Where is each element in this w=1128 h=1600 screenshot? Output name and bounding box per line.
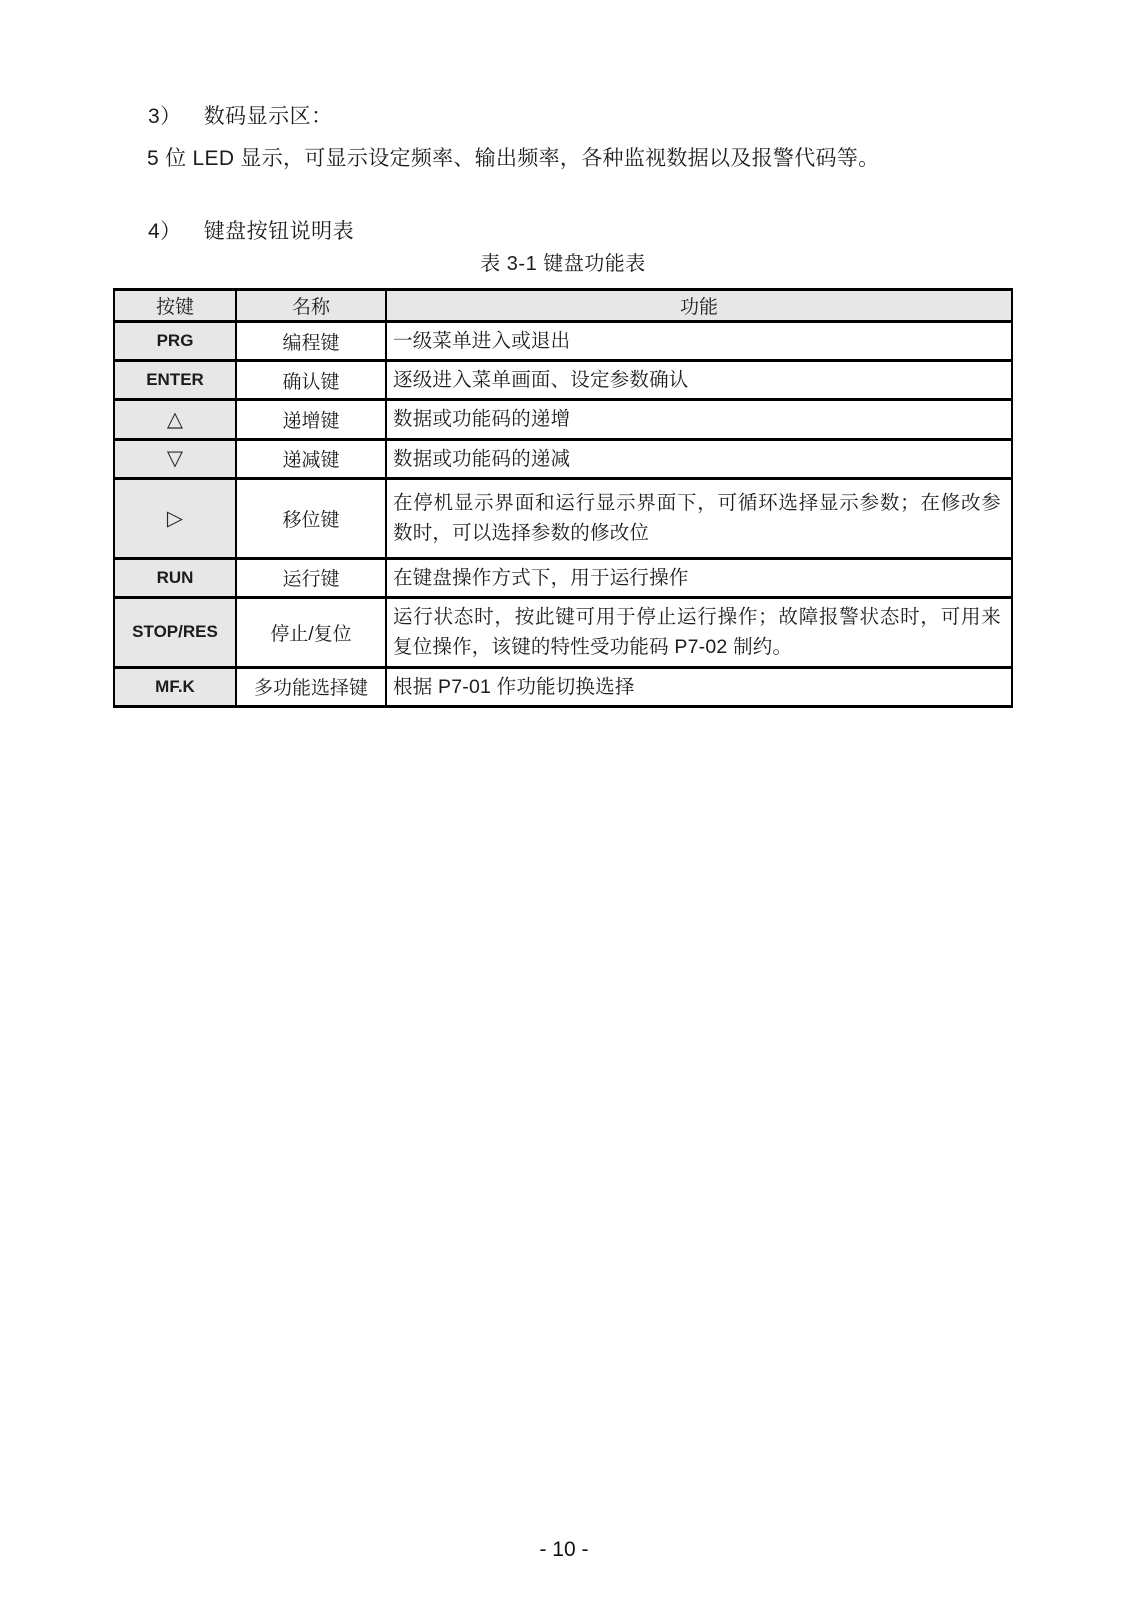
key-cell-up-triangle-icon: △ <box>114 400 236 439</box>
header-cell-function: 功能 <box>386 290 1012 322</box>
table-header-row <box>114 290 1012 322</box>
section-3-number: 3） <box>148 105 182 128</box>
key-cell-down-triangle-icon: ▽ <box>114 439 236 478</box>
key-cell: MF.K <box>114 667 236 706</box>
name-cell: 确认键 <box>236 361 386 400</box>
section-4-number: 4） <box>148 220 182 243</box>
function-cell: 在键盘操作方式下，用于运行操作 <box>386 558 1012 597</box>
table-caption: 表 3-1 键盘功能表 <box>480 253 646 275</box>
table-row-prg <box>114 322 1012 361</box>
key-cell: STOP/RES <box>114 598 236 667</box>
name-cell: 递增键 <box>236 400 386 439</box>
name-cell: 停止/复位 <box>236 598 386 667</box>
function-cell: 逐级进入菜单画面、设定参数确认 <box>386 361 1012 400</box>
name-cell: 移位键 <box>236 478 386 558</box>
name-cell: 运行键 <box>236 558 386 597</box>
section-4-heading <box>148 215 354 245</box>
function-cell: 根据 P7-01 作功能切换选择 <box>386 667 1012 706</box>
name-cell: 编程键 <box>236 322 386 361</box>
function-cell: 一级菜单进入或退出 <box>386 322 1012 361</box>
table-row-shift <box>114 478 1012 558</box>
name-cell: 递减键 <box>236 439 386 478</box>
key-cell: RUN <box>114 558 236 597</box>
table-row-increment <box>114 400 1012 439</box>
table-row-enter <box>114 361 1012 400</box>
function-cell: 在停机显示界面和运行显示界面下，可循环选择显示参数；在修改参数时，可以选择参数的修改位 <box>386 478 1012 558</box>
section-3-title: 数码显示区： <box>203 105 333 128</box>
function-cell: 数据或功能码的递减 <box>386 439 1012 478</box>
function-cell: 数据或功能码的递增 <box>386 400 1012 439</box>
table-row-run <box>114 558 1012 597</box>
function-cell: 运行状态时，按此键可用于停止运行操作；故障报警状态时，可用来复位操作，该键的特性受功能码 P7-02 制约。 <box>386 598 1012 667</box>
table-row-stop-reset <box>114 598 1012 667</box>
table-row-multifunction <box>114 667 1012 706</box>
keyboard-function-table <box>113 288 1013 708</box>
page-number: - 10 - <box>539 1538 589 1561</box>
name-cell: 多功能选择键 <box>236 667 386 706</box>
section-3-heading <box>148 100 333 130</box>
section-3-body-paragraph: 5 位 LED 显示，可显示设定频率、输出频率，各种监视数据以及报警代码等。 <box>147 147 880 170</box>
header-cell-name: 名称 <box>236 290 386 322</box>
section-4-title: 键盘按钮说明表 <box>203 220 355 243</box>
key-cell: PRG <box>114 322 236 361</box>
table-row-decrement <box>114 439 1012 478</box>
header-cell-key: 按键 <box>114 290 236 322</box>
key-cell: ENTER <box>114 361 236 400</box>
key-cell-right-triangle-icon: ▷ <box>114 478 236 558</box>
